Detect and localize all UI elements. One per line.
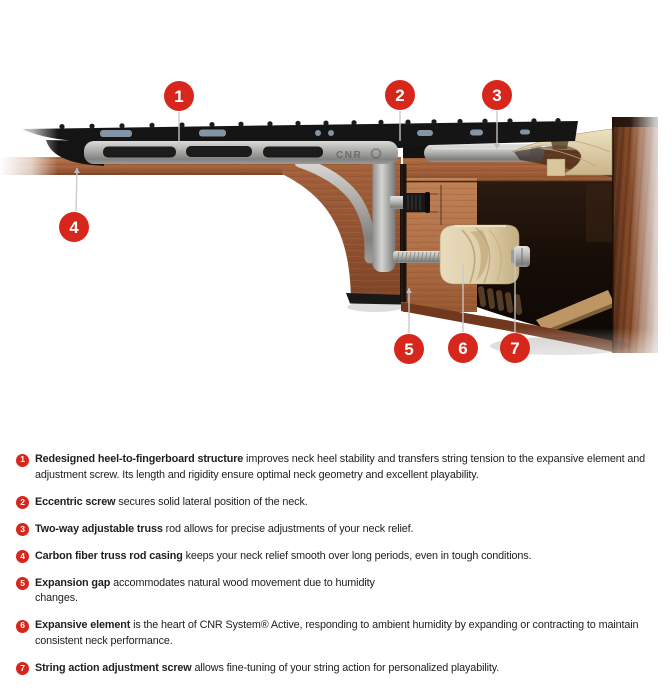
legend-item-2 (16, 495, 662, 511)
legend-number-badge (16, 577, 29, 590)
legend-number-badge (16, 454, 29, 467)
legend-description: rod allows for precise adjustments of your neck relief. (162, 522, 414, 535)
legend-term: String action adjustment screw (35, 661, 192, 674)
callout-number-6: 6 (458, 339, 468, 358)
legend-term: Redesigned heel-to-fingerboard structure (35, 453, 244, 465)
legend-description: allows fine-tuning of your string action for personalized playability. (191, 661, 500, 674)
callout-number-3: 3 (492, 86, 502, 105)
callout-2 (385, 80, 415, 141)
legend-description: is the heart of CNR System® Active, responding to ambient humidity by expanding or contracting to maintain consistent neck performance. (35, 619, 639, 647)
legend-description: accommodates natural wood movement due to humidity changes. (35, 576, 375, 604)
callout-number-5: 5 (404, 340, 414, 359)
legend-term: Expansion gap (35, 576, 111, 589)
legend-text (35, 522, 413, 538)
callout-number-7: 7 (510, 339, 520, 358)
legend-text (35, 661, 499, 677)
callout-3 (482, 80, 512, 149)
legend-item-4 (16, 549, 662, 565)
legend-number-badge (16, 523, 29, 536)
legend-item-1 (16, 452, 662, 483)
callout-number-1: 1 (174, 87, 184, 106)
callout-arrow-3 (494, 144, 500, 149)
callout-4 (59, 168, 89, 242)
callout-arrow-5 (406, 288, 412, 293)
legend-description: secures solid lateral position of the neck. (115, 495, 308, 508)
legend-number: 2 (20, 496, 25, 507)
callout-number-4: 4 (69, 218, 79, 237)
legend-term: Eccentric screw (35, 495, 116, 508)
legend-number: 3 (20, 523, 25, 534)
metal-engraving: CNR (336, 150, 363, 161)
legend-number: 6 (20, 620, 25, 631)
legend-number: 7 (20, 662, 25, 673)
callout-arrow-4 (74, 168, 80, 173)
legend-description: improves neck heel stability and transfers string tension to the expansive element and adjustment screw. Its length and rigidity ensure optimal neck geometry and excellent playability. (35, 453, 646, 481)
legend-number-badge (16, 550, 29, 563)
legend-text (35, 549, 531, 565)
legend-number-badge (16, 662, 29, 675)
legend (16, 452, 662, 688)
legend-term: Two-way adjustable truss (35, 522, 163, 535)
legend-text (35, 495, 308, 511)
callout-7 (500, 252, 530, 363)
legend-item-3 (16, 522, 662, 538)
legend-description: keeps your neck relief smooth over long periods, even in tough conditions. (182, 549, 532, 562)
legend-item-5 (16, 576, 662, 607)
legend-text (35, 452, 662, 483)
legend-item-7 (16, 661, 662, 677)
legend-term: Carbon fiber truss rod casing (35, 549, 183, 562)
legend-number-badge (16, 620, 29, 633)
legend-number: 4 (20, 550, 25, 561)
callout-6 (448, 264, 478, 363)
legend-number: 5 (20, 577, 25, 588)
legend-number-badge (16, 496, 29, 509)
legend-item-6 (16, 618, 662, 649)
callout-line-4 (76, 168, 77, 211)
legend-text (35, 618, 662, 649)
legend-number: 1 (20, 454, 25, 465)
legend-term: Expansive element (35, 619, 131, 631)
callout-number-2: 2 (395, 86, 405, 105)
legend-text (35, 576, 410, 607)
callout-1 (164, 81, 194, 149)
callout-5 (394, 288, 424, 364)
